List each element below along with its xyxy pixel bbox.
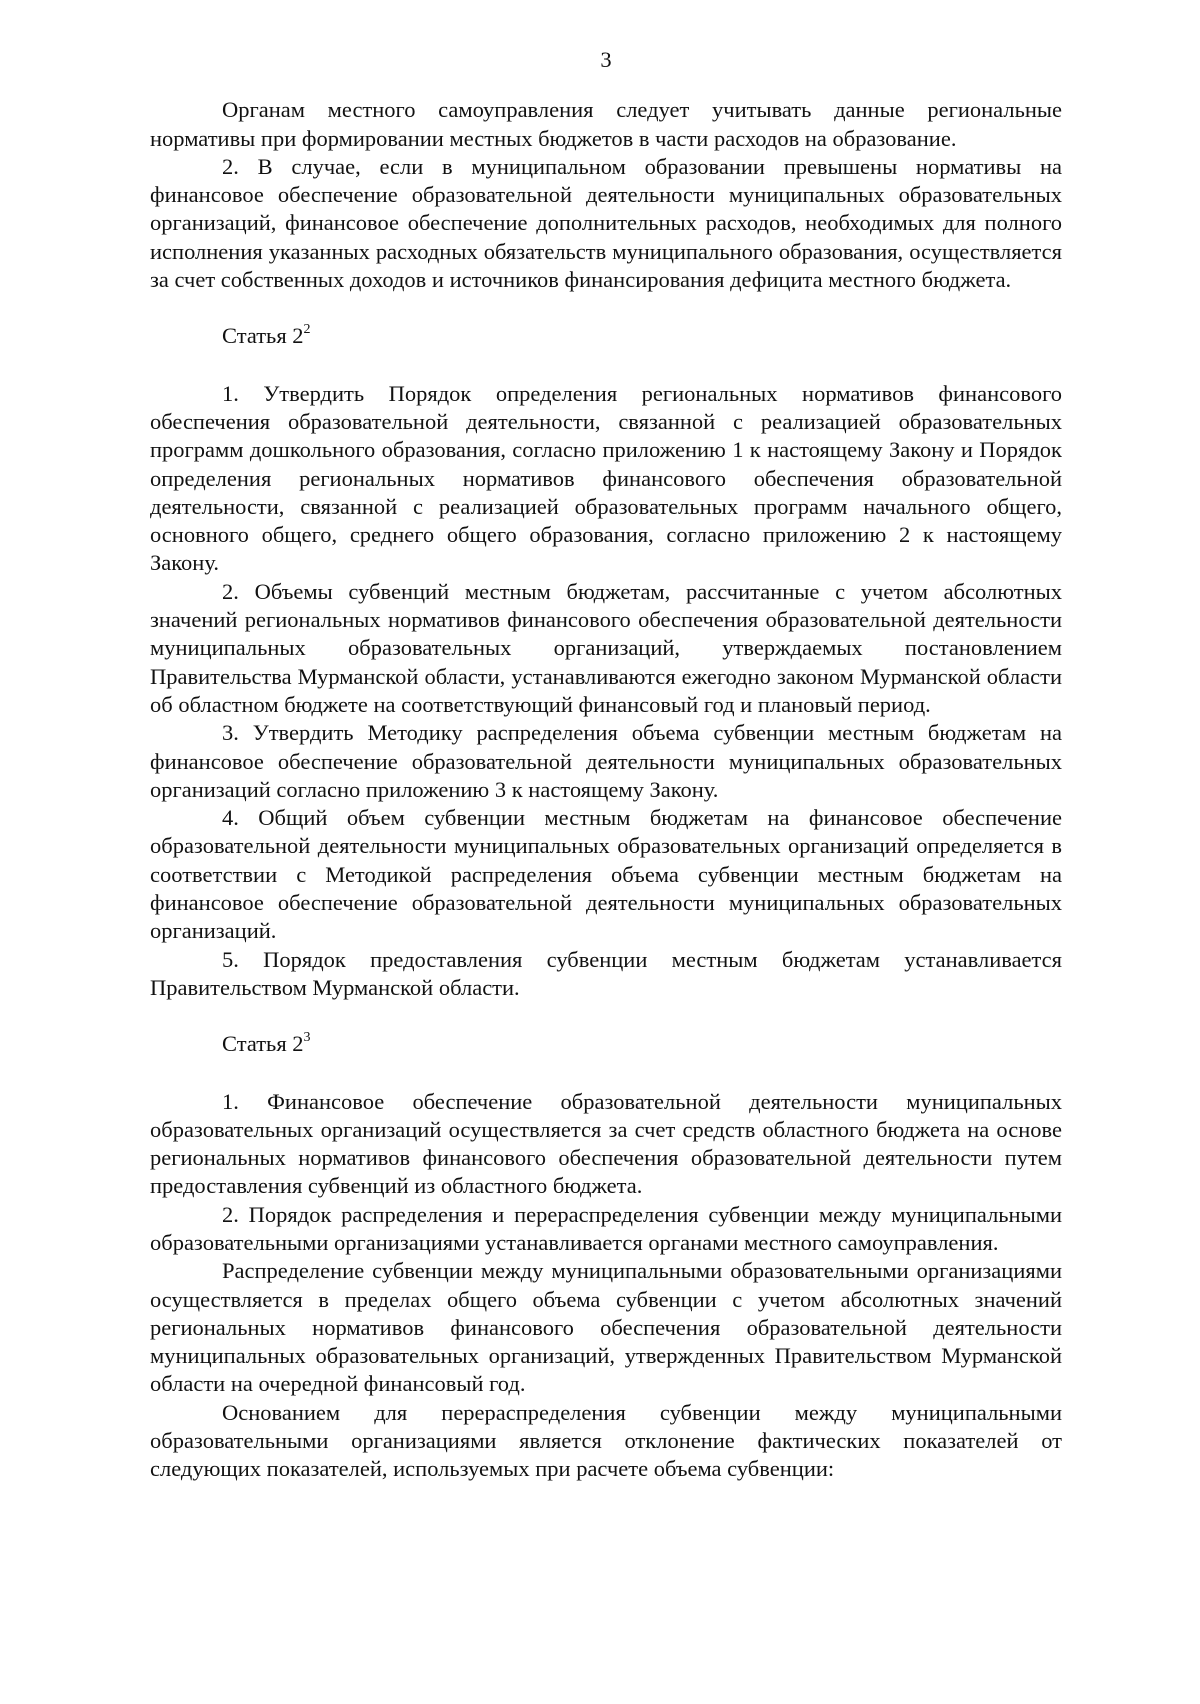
article-2-3-paragraph-1: 1. Финансовое обеспечение образовательной деятельности муниципальных образовательных организаций осуществляется за счет средств областного бюджета на основе региональных нормативов финансового обеспечения образовательной деятельности путем предоставления субвенций из областного бюджета.	[150, 1088, 1062, 1199]
intro-paragraph-2: 2. В случае, если в муниципальном образовании превышены нормативы на финансовое обеспечение образовательной деятельности муниципальных образовательных организаций, финансовое обеспечение дополнительных расходов, необходимых для полного исполнения указанных расходных обязательств муниципального образования, осуществляется за счет собственных доходов и источников финансирования дефицита местного бюджета.	[150, 153, 1062, 293]
article-2-2-superscript: 2	[303, 321, 311, 337]
intro-paragraph-1: Органам местного самоуправления следует учитывать данные региональные нормативы при формировании местных бюджетов в части расходов на образование.	[150, 97, 1062, 151]
article-2-3-superscript: 3	[303, 1029, 311, 1045]
page-number: 3	[600, 47, 612, 72]
article-2-2-paragraph-4: 4. Общий объем субвенции местным бюджетам на финансовое обеспечение образовательной деятельности муниципальных образовательных организаций определяется в соответствии с Методикой распределения объема субвенции местным бюджетам на финансовое обеспечение образовательной деятельности муниципальных образовательных организаций.	[150, 805, 1062, 944]
article-2-2-heading	[222, 322, 1062, 350]
article-2-3-title: Статья 2	[222, 1031, 304, 1057]
article-2-3-paragraph-3: Распределение субвенции между муниципальными образовательными организациями осуществляется в пределах общего объема субвенции с учетом абсолютных значений региональных нормативов финансового обеспечения образовательной деятельности муниципальных образовательных организаций, утвержденных Правительством Мурманской области на очередной финансовый год.	[150, 1258, 1062, 1397]
article-2-2-paragraph-2: 2. Объемы субвенций местным бюджетам, рассчитанные с учетом абсолютных значений региональных нормативов финансового обеспечения образовательной деятельности муниципальных образовательных организаций, утверждаемых постановлением Правительства Мурманской области, устанавливаются ежегодно законом Мурманской области об областном бюджете на соответствующий финансовый год и плановый период.	[150, 578, 1062, 717]
article-2-2-paragraph-5: 5. Порядок предоставления субвенции местным бюджетам устанавливается Правительством Мурманской области.	[150, 946, 1062, 1000]
article-2-3-paragraph-2: 2. Порядок распределения и перераспределения субвенции между муниципальными образовательными организациями устанавливается органами местного самоуправления.	[150, 1201, 1062, 1255]
article-2-2-title: Статья 2	[222, 323, 304, 349]
document-page	[150, 40, 1062, 1484]
article-2-3-heading	[222, 1030, 1062, 1058]
article-2-3-paragraph-4: Основанием для перераспределения субвенции между муниципальными образовательными организациями является отклонение фактических показателей от следующих показателей, используемых при расчете объема субвенции:	[150, 1399, 1062, 1482]
article-2-2-paragraph-3: 3. Утвердить Методику распределения объема субвенции местным бюджетам на финансовое обеспечение образовательной деятельности муниципальных образовательных организаций согласно приложению 3 к настоящему Закону.	[150, 720, 1062, 802]
article-2-2-paragraph-1: 1. Утвердить Порядок определения региональных нормативов финансового обеспечения образовательной деятельности, связанной с реализацией образовательных программ дошкольного образования, согласно приложению 1 к настоящему Закону и Порядок определения региональных нормативов финансового обеспечения образовательной деятельности, связанной с реализацией образовательных программ начального общего, основного общего, среднего общего образования, согласно приложению 2 к настоящему Закону.	[150, 380, 1062, 576]
